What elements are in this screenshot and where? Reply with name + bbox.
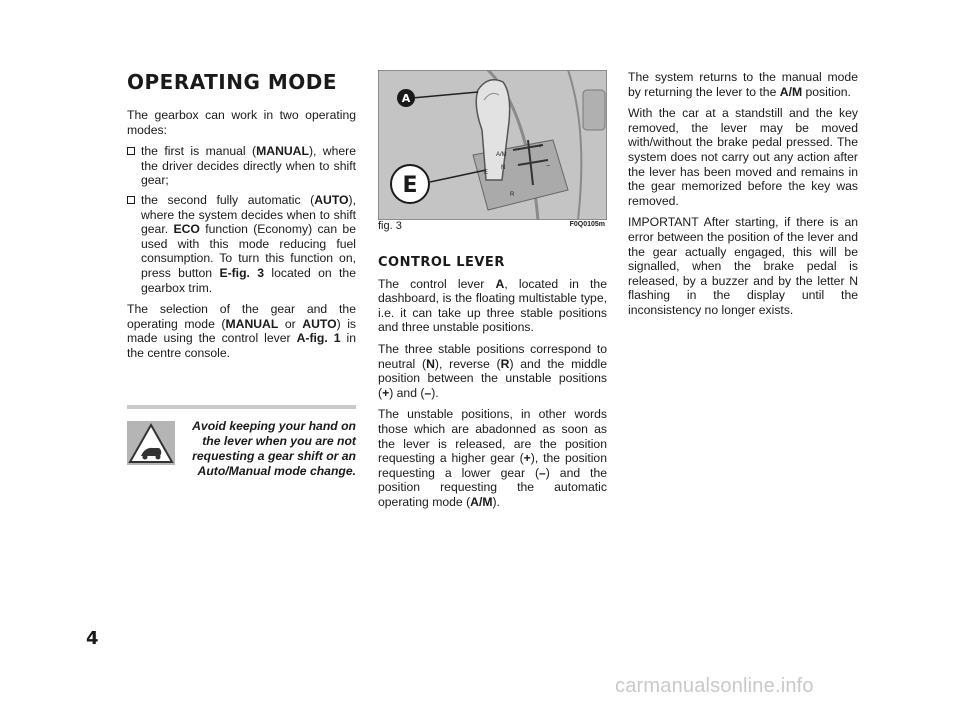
modes-list [127, 144, 356, 295]
important-paragraph: IMPORTANT After starting, if there is an error between the position of the lever and the gear actually engaged, this will be signalled, when the brake pedal is released, by a buzzer and by the letter N flashing in the display until the inconsistency no longer exists. [628, 215, 858, 317]
middle-column [378, 256, 607, 517]
control-lever-paragraph-3: The unstable positions, in other words those which are abadonned as soon as the lever is released, are the position requesting a higher gear (+), the position requesting a lower gear (–) and the position requesting the automatic operating mode (A/M). [378, 407, 608, 509]
left-column [127, 70, 356, 368]
warning-box [127, 405, 356, 483]
figure-number: fig. 3 [378, 220, 402, 232]
right-column [628, 70, 858, 325]
checkbox-bullet-icon [127, 196, 135, 204]
control-lever-heading: CONTROL LEVER [378, 255, 505, 270]
figure-caption [378, 220, 607, 234]
figure-knob-label: + [538, 143, 543, 150]
section-title: OPERATING MODE [127, 70, 338, 94]
watermark: carmanualsonline.info [615, 675, 814, 697]
warning-text: Avoid keeping your hand on the lever when you are not requesting a gear shift or an Auto/Manual mode change. [192, 419, 356, 478]
selection-paragraph: The selection of the gear and the operating mode (MANUAL or AUTO) is made using the control lever A-fig. 1 in the centre console. [127, 302, 357, 360]
callout-a-label: A [401, 92, 411, 105]
page-number: 4 [86, 628, 99, 649]
figure-knob-label: E [484, 170, 489, 176]
figure-knob-label: A/M [496, 152, 507, 158]
figure-knob-label: N [501, 165, 506, 171]
list-item-auto: the second fully automatic (AUTO), where the system decides when to shift gear. ECO function (Economy) can be used with this mode reducing fuel consumption. To turn this function on, press button E-fig. 3 located on the gearbox trim. [127, 193, 356, 295]
manual-return-paragraph: The system returns to the manual mode by returning the lever to the A/M position. [628, 70, 858, 99]
control-lever-paragraph-1: The control lever A, located in the dashboard, is the floating multistable type, i.e. it can take up three stable positions and three unstable positions. [378, 276, 607, 335]
warning-triangle-icon [127, 421, 175, 465]
gear-lever-figure [378, 70, 607, 220]
figure-knob-label: R [510, 192, 515, 198]
standstill-paragraph: With the car at a standstill and the key removed, the lever may be moved with/without the brake pedal pressed. The system does not carry out any action after the lever has been moved and remains in the gear memorized before the key was removed. [628, 106, 858, 208]
checkbox-bullet-icon [127, 147, 135, 155]
figure-knob-label: − [546, 163, 551, 170]
intro-paragraph: The gearbox can work in two operating modes: [127, 108, 356, 137]
callout-e-label: E [402, 173, 418, 198]
figure-code: F0Q0105m [569, 221, 605, 228]
control-lever-paragraph-2: The three stable positions correspond to neutral (N), reverse (R) and the middle position between the unstable positions (+) and (–). [378, 341, 607, 400]
list-item-manual: the first is manual (MANUAL), where the driver decides directly when to shift gear; [127, 144, 356, 188]
